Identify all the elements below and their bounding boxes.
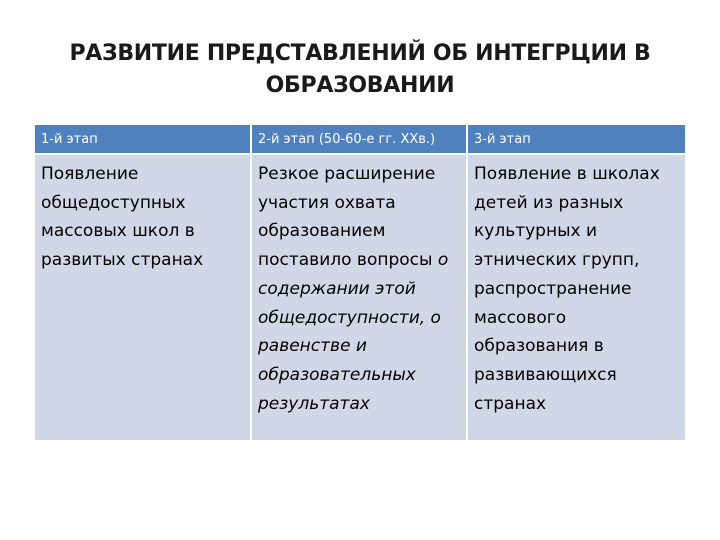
cell-stage-1-text: Появление общедоступных массовых школ в развитых странах xyxy=(41,164,204,271)
header-stage-3: 3-й этап xyxy=(467,125,685,154)
cell-stage-1 xyxy=(35,154,251,440)
slide-title xyxy=(60,38,660,102)
cell-stage-2 xyxy=(251,154,467,440)
cell-stage-3 xyxy=(467,154,685,440)
slide-title-line-2: ОБРАЗОВАНИИ xyxy=(265,73,455,98)
cell-stage-3-text: Появление в школах детей из разных культурных и этнических групп, распространение массового образования в развивающихся странах xyxy=(474,164,660,414)
table-header-row xyxy=(35,125,685,154)
stages-table xyxy=(35,125,685,440)
cell-stage-2-text: Резкое расширение участия охвата образованием поставило вопросы xyxy=(258,164,436,271)
header-stage-2: 2-й этап (50-60-е гг. ХХв.) xyxy=(251,125,467,154)
slide-title-line-1: РАЗВИТИЕ ПРЕДСТАВЛЕНИЙ ОБ ИНТЕГРЦИИ В xyxy=(69,41,651,66)
table-row xyxy=(35,154,685,440)
cell-stage-2-italic-text: о содержании этой общедоступности, о равенстве и образовательных результатах xyxy=(258,250,449,414)
header-stage-1: 1-й этап xyxy=(35,125,251,154)
